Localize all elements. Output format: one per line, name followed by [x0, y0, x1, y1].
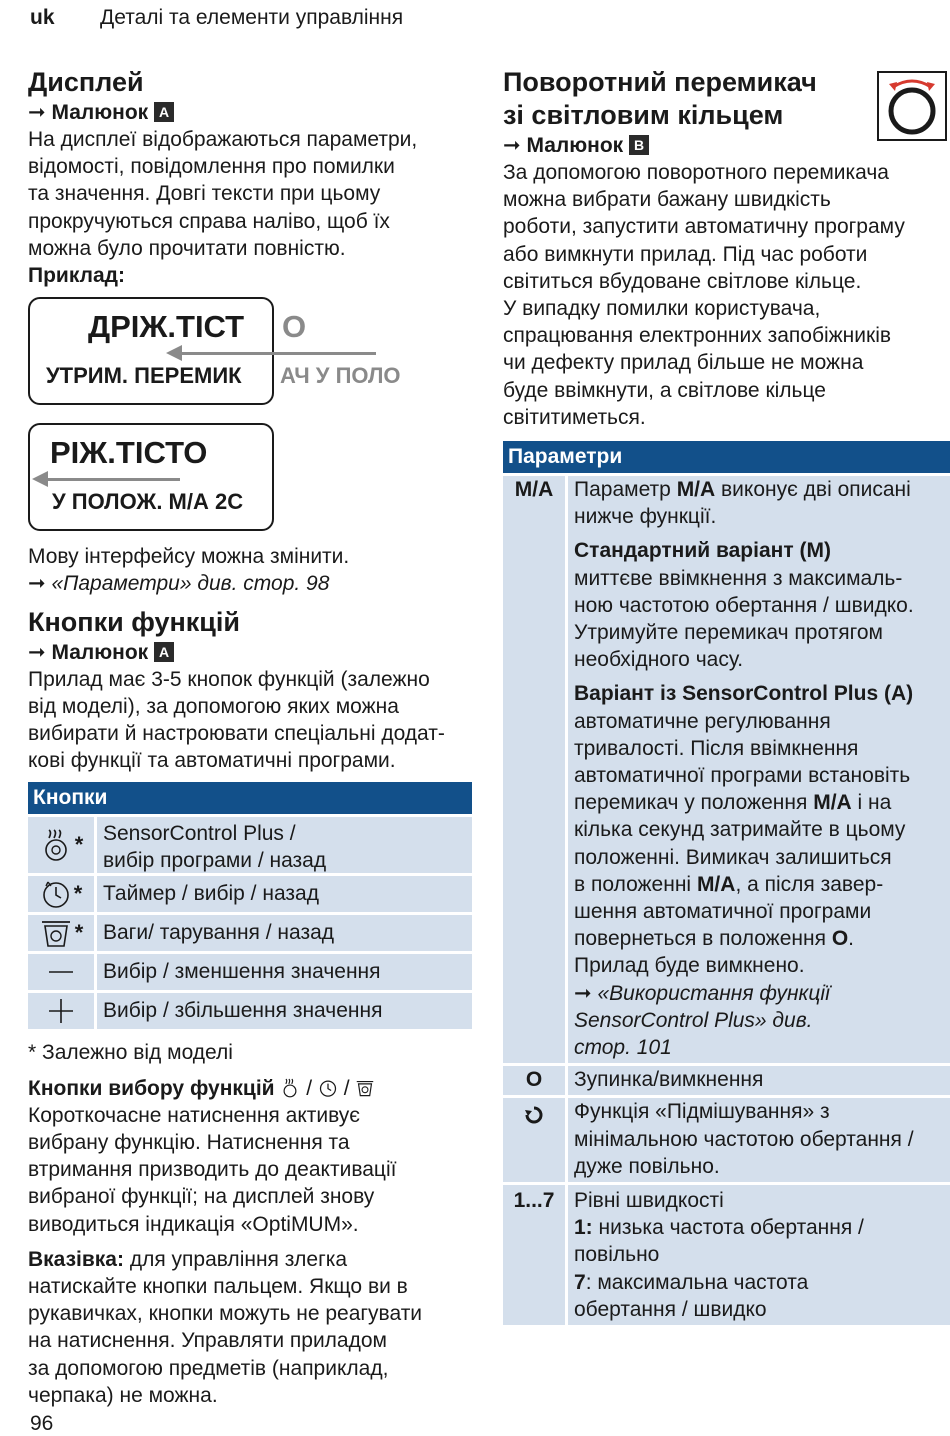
scroll-line	[44, 478, 180, 481]
figure-letter: A	[154, 642, 174, 662]
table-header: Кнопки	[28, 782, 472, 814]
arrow-right-icon: ➞	[28, 572, 46, 596]
table-row: * Ваги/ тарування / назад	[28, 915, 472, 951]
display-example-2: РІЖ.ТІСТО У ПОЛОЖ. М/А 2С	[28, 423, 274, 531]
scroll-line	[180, 352, 376, 355]
scroll-arrow-icon	[32, 471, 48, 487]
rotary-description: За допомогою поворотного перемикача можна вибрати бажану швидкість роботи, запустити автоматичну програму або вимкнути прилад. Під час роботи світиться вбудоване світлове кільце. У випадку помилки користувача, спрацювання електронних запобіжників чи дефекту прилад більше не можна буде ввімкнути, а світлове кільце світитиметься.	[503, 161, 905, 429]
arrow-right-icon: ➞	[28, 101, 46, 124]
timer-icon	[318, 1078, 338, 1098]
rotary-heading: Поворотний перемикач зі світловим кільцем	[503, 67, 817, 130]
minus-icon	[46, 962, 76, 982]
table-row: 1...7 Рівні швидкості 1: низька частота обертання / повільно 7: максимальна частота обертання / швидко	[503, 1185, 950, 1325]
display-description: На дисплеї відображаються параметри, відомості, повідомлення про помилки та значення. Довгі тексти при цьому прокручуються справа наліво, щоб їх можна було прочитати повністю.	[28, 128, 418, 260]
sensorcontrol-icon	[39, 828, 73, 862]
arrow-right-icon: ➞	[28, 640, 46, 664]
example-label: Приклад:	[28, 264, 125, 288]
figure-ref: ➞ Малюнок A	[28, 99, 478, 126]
select-buttons-heading: Кнопки вибору функцій / /	[28, 1075, 478, 1102]
table-header: Параметри	[503, 441, 950, 473]
language-note: Мову інтерфейсу можна змінити.	[28, 545, 350, 569]
page-number: 96	[30, 1412, 54, 1435]
figure-ref: ➞ Малюнок A	[28, 639, 478, 666]
timer-icon	[40, 878, 72, 910]
display-heading: Дисплей	[28, 67, 144, 97]
figure-ref: ➞ Малюнок B	[503, 132, 950, 159]
right-column	[503, 66, 950, 1325]
plus-icon	[46, 996, 76, 1026]
footnote: * Залежно від моделі	[28, 1041, 233, 1065]
language-code: uk	[30, 6, 55, 29]
stir-arrow-icon	[523, 1104, 545, 1126]
table-row: Вибір / збільшення значення	[28, 993, 472, 1029]
note: Вказівка: для управління злегка натискайте кнопки пальцем. Якщо ви в рукавичках, кнопки можуть не реагувати на натиснення. Управляти приладом за допомогою предметів (наприклад, черпака) не можна.	[28, 1247, 423, 1407]
buttons-heading: Кнопки функцій	[28, 606, 241, 637]
table-row: * SensorControl Plus / вибір програми / назад	[28, 817, 472, 873]
section-title: Деталі та елементи управління	[100, 6, 404, 29]
display-example-1: ДРІЖ.ТІСТ О УТРИМ. ПЕРЕМИК АЧ У ПОЛО	[28, 297, 274, 405]
table-row: O Зупинка/вимкнення	[503, 1066, 950, 1095]
table-row: Функція «Підмішування» з мінімальною частотою обертання / дуже повільно.	[503, 1098, 950, 1182]
scale-icon	[39, 917, 73, 949]
sensorcontrol-icon	[280, 1078, 300, 1098]
table-row: M/A Параметр M/A виконує дві описані нижче функції. Стандартний варіант (M) миттєве ввімкнення з максималь- ною частотою обертання / швидко. Утримуйте перемикач протягом необхідного часу. Варіант із SensorControl Plus (A) автоматичне регулювання тривалості. Після ввімкнення автоматичної програми встановіть перемикач у положення M/A і на кілька секунд затримайте в цьому положенні. Вимикач залишиться в положенні M/A, а після завер- шення автоматичної програми повернеться в положення O. Прилад буде вимкнено. ➞ «Використання функції SensorControl Plus» див. стор. 101	[503, 476, 950, 1063]
scroll-arrow-icon	[166, 345, 182, 361]
arrow-right-icon: ➞	[574, 981, 592, 1005]
buttons-description: Прилад має 3-5 кнопок функцій (залежно від моделі), за допомогою яких можна вибирати й настроювати спеціальні додат- кові функції та автоматичні програми.	[28, 667, 445, 773]
settings-reference: ➞ «Параметри» див. стор. 98	[28, 572, 330, 596]
table-row: Вибір / зменшення значення	[28, 954, 472, 990]
left-column	[28, 66, 478, 1409]
buttons-table	[28, 782, 472, 1029]
table-row: * Таймер / вибір / назад	[28, 876, 472, 912]
scale-icon	[355, 1078, 375, 1098]
select-buttons-description: Короткочасне натиснення активує вибрану функцію. Натиснення та втримання призводить до деактивації вибраної функції; на дисплей знову виводиться індикація «OptiMUM».	[28, 1103, 397, 1236]
figure-letter: B	[629, 135, 649, 155]
parameters-table	[503, 441, 950, 1325]
figure-letter: A	[154, 102, 174, 122]
arrow-right-icon: ➞	[503, 134, 521, 157]
